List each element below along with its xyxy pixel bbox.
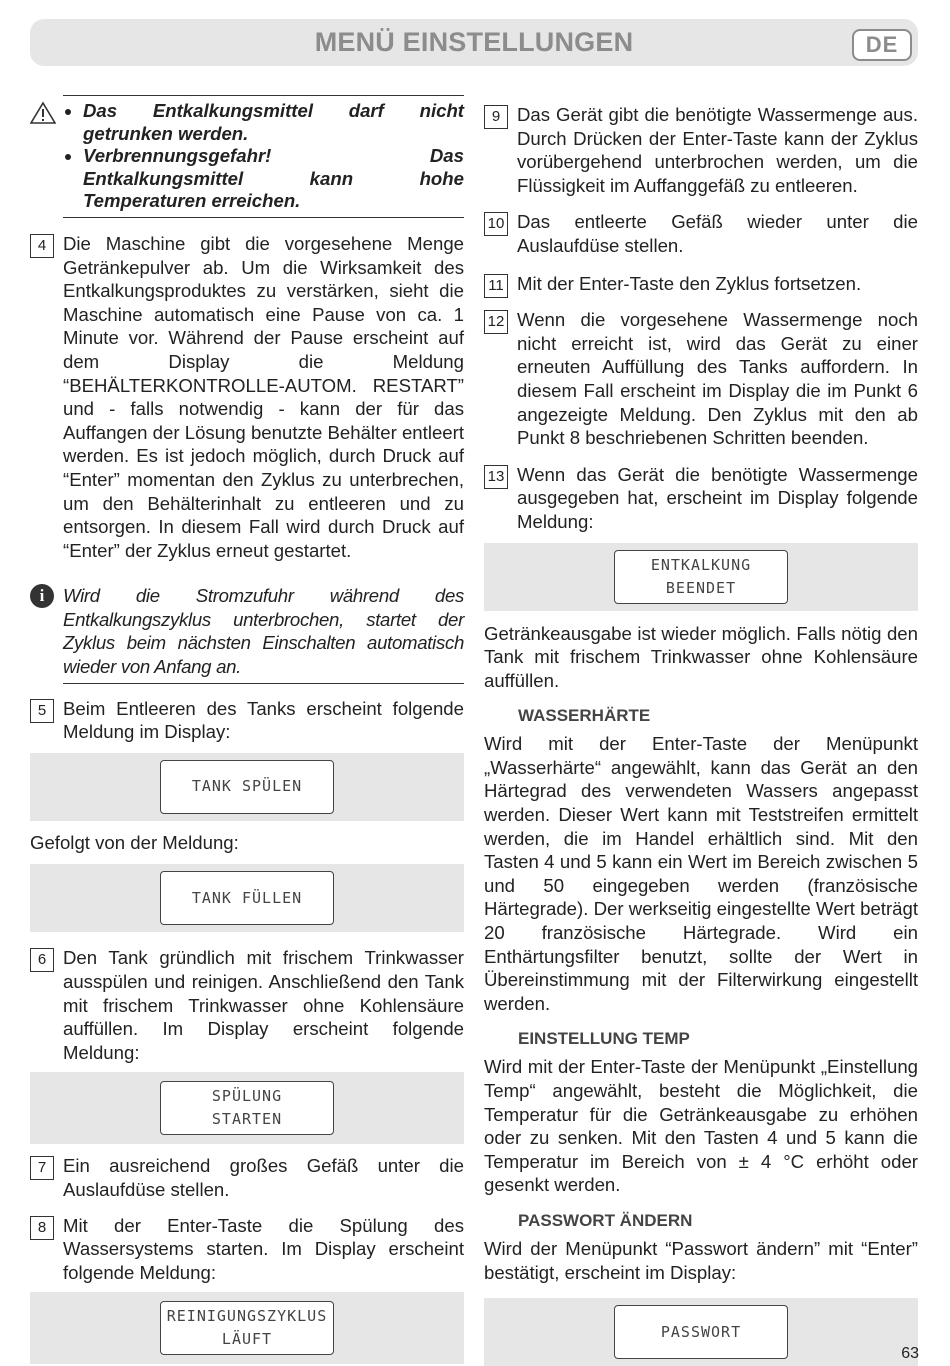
lcd-line: LÄUFT xyxy=(221,1330,273,1349)
step-text: Die Maschine gibt die vorgesehene Menge Getränkepulver ab. Um die Wirksamkeit des Entkalkungsproduktes zu verstärken, sieht die Maschine automatisch eine Pause von ca. 1 Minute vor. Während der Pause erscheint auf dem Display die Meldung “BEHÄLTERKONTROLLE-AUTOM. RESTART” und - falls notwendig - kann der für das Auffangen der Lösung benutzte Behälter entleert werden. Es ist jedoch möglich, durch Druck auf “Enter” momentan den Zyklus zu unterbrechen, um den Behälterinhalt zu entleeren und zu entsorgen. In diesem Fall wird durch Druck auf “Enter” der Zyklus erneut gestartet. xyxy=(63,232,464,561)
step-text: Ein ausreichend großes Gefäß unter die Auslaufdüse stellen. xyxy=(63,1155,464,1200)
temp-text: Wird mit der Enter-Taste der Menüpunkt „Einstellung Temp“ angewählt, besteht die Möglichkeit, die Temperatur für die Getränkeausgabe zu erhöhen oder zu senken. Mit den Tasten 4 und 5 kann die Temperatur im Bereich von ± 4 °C erhöht oder gesenkt werden. xyxy=(484,1056,918,1196)
step-number: 12 xyxy=(484,310,508,334)
left-column xyxy=(30,95,464,1364)
section-heading-temp: EINSTELLUNG TEMP xyxy=(518,1029,690,1049)
step-number: 7 xyxy=(30,1156,54,1180)
section-heading-passwort: PASSWORT ÄNDERN xyxy=(518,1210,693,1230)
step-7 xyxy=(30,1154,464,1201)
step-text: Wenn das Gerät die benötigte Wassermenge ausgegeben hat, erscheint im Display folgende Meldung: xyxy=(517,463,918,532)
step-text: Beim Entleeren des Tanks erscheint folgende Meldung im Display: xyxy=(63,697,464,743)
page-title: MENÜ EINSTELLUNGEN xyxy=(314,27,634,57)
step-text: Das entleerte Gefäß wieder unter die Auslaufdüse stellen. xyxy=(517,211,918,256)
display-panel xyxy=(484,1298,918,1366)
step-number: 6 xyxy=(30,948,54,972)
warning-triangle-icon xyxy=(30,101,56,125)
lcd-line: TANK FÜLLEN xyxy=(191,888,303,907)
followed-text: Gefolgt von der Meldung: xyxy=(30,831,239,853)
language-badge: DE xyxy=(852,29,912,61)
step-number: 4 xyxy=(30,234,54,258)
display-panel xyxy=(30,864,464,932)
after-text: Getränkeausgabe ist wieder möglich. Falls nötig den Tank mit frischem Trinkwasser ohne Kohlensäure auffüllen. xyxy=(484,622,918,691)
page-header xyxy=(30,19,918,66)
step-4 xyxy=(30,232,464,562)
step-13 xyxy=(484,463,918,534)
lcd-line: REINIGUNGSZYKLUS xyxy=(166,1307,328,1326)
display-panel xyxy=(30,1292,464,1364)
warning-item: • Verbrennungsgefahr! Das Entkalkungsmittel kann hohe Temperaturen erreichen. xyxy=(83,145,464,213)
step-number: 5 xyxy=(30,699,54,723)
section-heading-wasserhaerte: WASSERHÄRTE xyxy=(518,706,651,726)
passwort-text: Wird der Menüpunkt “Passwort ändern” mit “Enter” bestätigt, erscheint im Display: xyxy=(484,1237,918,1283)
info-icon: i xyxy=(30,584,54,608)
step-9 xyxy=(484,103,918,197)
warning-block xyxy=(30,95,464,218)
lcd-message xyxy=(160,760,334,814)
lcd-message xyxy=(614,550,788,604)
step-number: 10 xyxy=(484,212,508,236)
lcd-line: TANK SPÜLEN xyxy=(191,777,303,796)
step-10 xyxy=(484,210,918,257)
page-number: 63 xyxy=(901,1345,919,1362)
lcd-message xyxy=(160,1081,334,1135)
lcd-message xyxy=(614,1305,788,1359)
right-column xyxy=(484,95,918,1366)
step-11 xyxy=(484,272,918,296)
step-text: Mit der Enter-Taste die Spülung des Wassersystems starten. Im Display erscheint folgende Meldung: xyxy=(63,1214,464,1283)
lcd-line: BEENDET xyxy=(665,578,737,597)
lcd-line: PASSWORT xyxy=(660,1322,742,1341)
step-12 xyxy=(484,308,918,450)
step-6 xyxy=(30,946,464,1064)
lcd-line: STARTEN xyxy=(211,1110,283,1129)
display-panel xyxy=(484,543,918,611)
step-number: 8 xyxy=(30,1216,54,1240)
wasserhaerte-text: Wird mit der Enter-Taste der Menüpunkt „Wasserhärte“ angewählt, kann das Gerät an den Härtegrad des verwendeten Wassers angepasst werden. Dieser Wert kann mit Teststreifen ermittelt werden, die im Handel erhältlich sind. Mit den Tasten 4 und 5 kann ein Wert im Bereich zwischen 5 und 50 eingegeben werden (französische Härtegrade). Der werkseitig eingestellte Wert beträgt 20 französische Härtegrade. Wird ein Enthärtungsfilter benutzt, sollte der Wert in Übereinstimmung mit der Filterwirkung eingestellt werden. xyxy=(484,733,918,1014)
display-panel xyxy=(30,753,464,821)
info-note xyxy=(30,584,464,683)
step-text: Den Tank gründlich mit frischem Trinkwasser ausspülen und reinigen. Anschließend den Tank mit frischem Trinkwasser ohne Kohlensäure auffüllen. Im Display erscheint folgende Meldung: xyxy=(63,947,464,1063)
info-text: Wird die Stromzufuhr während des Entkalkungszyklus unterbrochen, startet der Zyklus beim nächsten Einschalten automatisch wieder von Anfang an. xyxy=(63,585,464,678)
step-text: Das Gerät gibt die benötigte Wassermenge aus. Durch Drücken der Enter-Taste kann der Zyklus vorübergehend unterbrochen werden, um die Flüssigkeit im Auffanggefäß zu entleeren. xyxy=(517,104,918,196)
step-text: Wenn die vorgesehene Wassermenge noch nicht erreicht ist, wird das Gerät zu einer erneuten Auffüllung des Tanks auffordern. In diesem Fall erscheint im Display die im Punkt 6 angezeigte Meldung. Den Zyklus mit den ab Punkt 8 beschriebenen Schritten beenden. xyxy=(517,309,918,449)
step-number: 11 xyxy=(484,274,508,298)
lcd-line: SPÜLUNG xyxy=(211,1087,283,1106)
display-panel xyxy=(30,1072,464,1144)
step-number: 9 xyxy=(484,105,508,129)
step-text: Mit der Enter-Taste den Zyklus fortsetzen. xyxy=(517,272,862,294)
step-number: 13 xyxy=(484,465,508,489)
lcd-line: ENTKALKUNG xyxy=(650,555,752,574)
lcd-message xyxy=(160,1301,334,1355)
step-8 xyxy=(30,1214,464,1285)
lcd-message xyxy=(160,871,334,925)
step-5 xyxy=(30,697,464,744)
warning-item: • Das Entkalkungsmittel darf nicht getrunken werden. xyxy=(83,100,464,145)
